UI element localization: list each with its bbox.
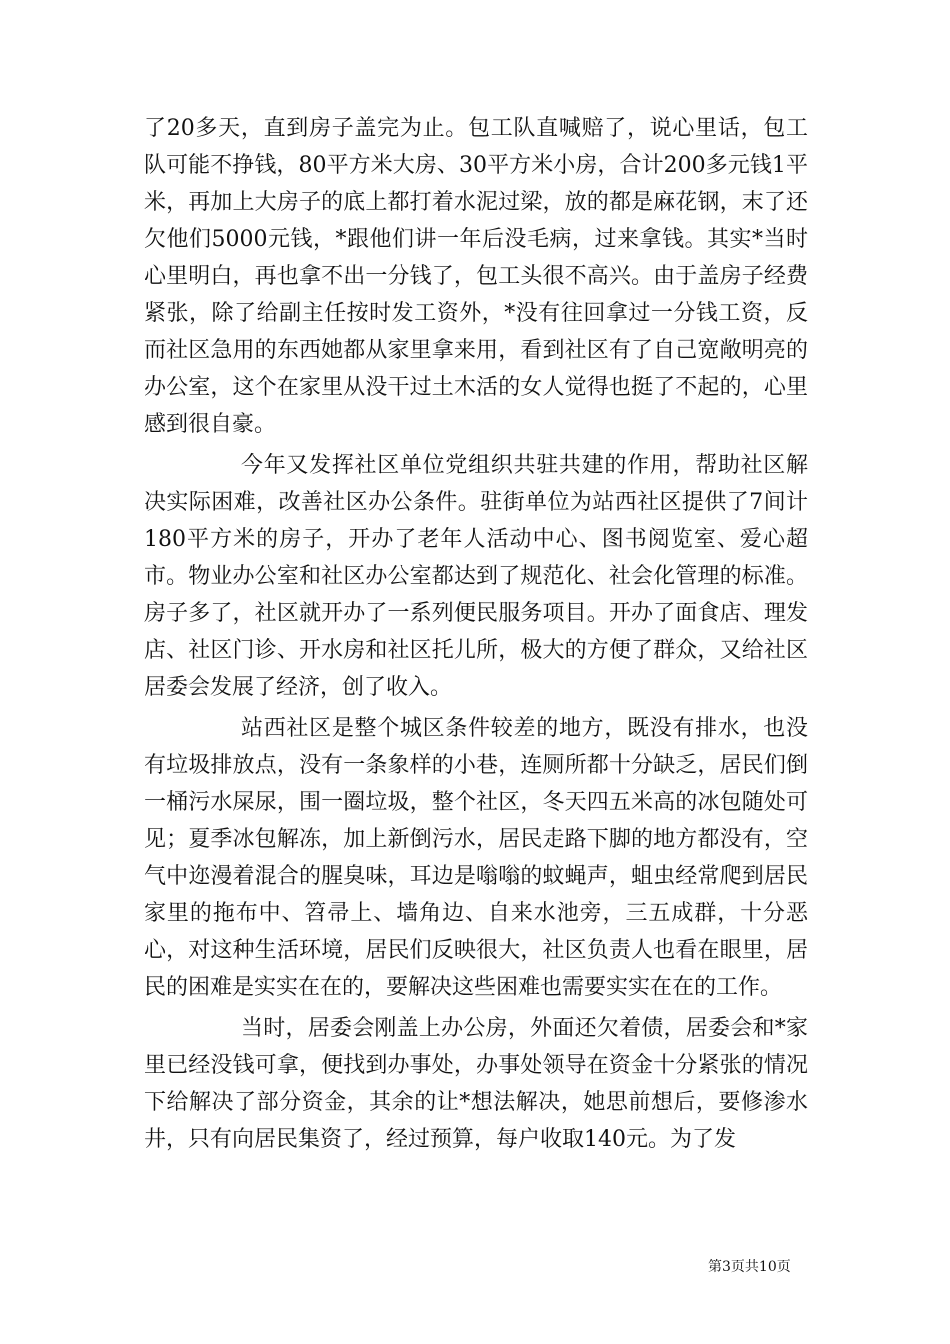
document-body [144,110,808,1158]
paragraph-4: 当时，居委会刚盖上办公房，外面还欠着债，居委会和*家里已经没钱可拿，便找到办事处，办事处领导在资金十分紧张的情况下给解决了部分资金，其余的让*想法解决，她思前想后，要修渗水井，只有向居民集资了，经过预算，每户收取140元。为了发 [144,1016,808,1152]
page-number-footer: 第3页共10页 [708,1259,791,1275]
paragraph-1: 了20多天，直到房子盖完为止。包工队直喊赔了，说心里话，包工队可能不挣钱，80平方米大房、30平方米小房，合计200多元钱1平米，再加上大房子的底上都打着水泥过梁，放的都是麻花钢，末了还欠他们5000元钱，*跟他们讲一年后没毛病，过来拿钱。其实*当时心里明白，再也拿不出一分钱了，包工头很不高兴。由于盖房子经费紧张，除了给副主任按时发工资外，*没有往回拿过一分钱工资，反而社区急用的东西她都从家里拿来用，看到社区有了自己宽敞明亮的办公室，这个在家里从没干过土木活的女人觉得也挺了不起的，心里感到很自豪。 [144,116,808,437]
paragraph-3: 站西社区是整个城区条件较差的地方，既没有排水，也没有垃圾排放点，没有一条象样的小巷，连厕所都十分缺乏，居民们倒一桶污水屎尿，围一圈垃圾，整个社区，冬天四五米高的冰包随处可见；夏季冰包解冻，加上新倒污水，居民走路下脚的地方都没有，空气中迩漫着混合的腥臭味，耳边是嗡嗡的蚊蝇声，蛆虫经常爬到居民家里的拖布中、笤帚上、墙角边、自来水池旁，三五成群，十分恶心，对这种生活环境，居民们反映很大，社区负责人也看在眼里，居民的困难是实实在在的，要解决这些困难也需要实实在在的工作。 [144,716,808,1000]
paragraph-2: 今年又发挥社区单位党组织共驻共建的作用，帮助社区解决实际困难，改善社区办公条件。驻街单位为站西社区提供了7间计180平方米的房子，开办了老年人活动中心、图书阅览室、爱心超市。物业办公室和社区办公室都达到了规范化、社会化管理的标准。房子多了，社区就开办了一系列便民服务项目。开办了面食店、理发店、社区门诊、开水房和社区托儿所，极大的方便了群众，又给社区居委会发展了经济，创了收入。 [144,453,808,700]
